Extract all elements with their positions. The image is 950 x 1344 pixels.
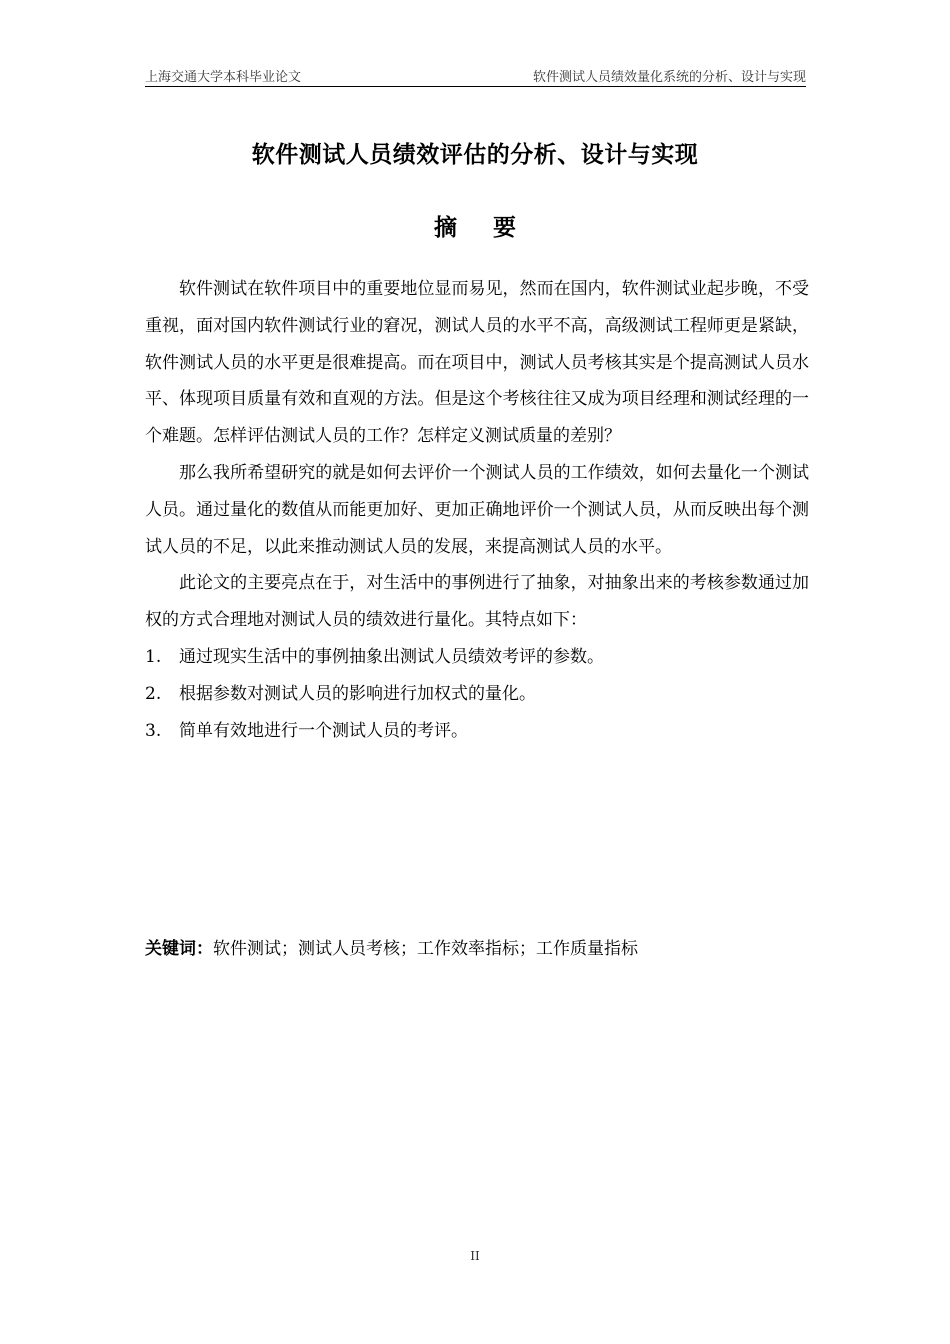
- abstract-body: [145, 271, 809, 749]
- abstract-heading-char-2: 要: [493, 215, 516, 241]
- abstract-paragraph-3: 此论文的主要亮点在于，对生活中的事例进行了抽象，对抽象出来的考核参数通过加权的方式合理地对测试人员的绩效进行量化。其特点如下：: [145, 573, 809, 631]
- list-item-number: 1.: [145, 646, 162, 667]
- abstract-paragraph-1: 软件测试在软件项目中的重要地位显而易见，然而在国内，软件测试业起步晚，不受重视，面对国内软件测试行业的窘况，测试人员的水平不高，高级测试工程师更是紧缺，软件测试人员的水平更是很难提高。而在项目中，测试人员考核其实是个提高测试人员水平、体现项目质量有效和直观的方法。但是这个考核往往又成为项目经理和测试经理的一个难题。怎样评估测试人员的工作？怎样定义测试质量的差别？: [145, 279, 809, 447]
- keywords-label: 关键词：: [145, 939, 213, 959]
- header-university: 上海交通大学本科毕业论文: [145, 70, 302, 85]
- abstract-paragraph-2: 那么我所希望研究的就是如何去评价一个测试人员的工作绩效，如何去量化一个测试人员。通过量化的数值从而能更加好、更加正确地评价一个测试人员，从而反映出每个测试人员的不足，以此来推动测试人员的发展，来提高测试人员的水平。: [145, 462, 809, 557]
- keywords: [145, 933, 638, 965]
- abstract-heading: [0, 209, 950, 242]
- list-item-text: 根据参数对测试人员的影响进行加权式的量化。: [179, 683, 536, 704]
- list-item-number: 2.: [145, 683, 162, 704]
- page-number: II: [470, 1249, 480, 1263]
- page-header: [145, 66, 806, 87]
- header-thesis-title: 软件测试人员绩效量化系统的分析、设计与实现: [532, 70, 806, 85]
- list-item: [145, 639, 809, 676]
- keywords-text: 软件测试；测试人员考核；工作效率指标；工作质量指标: [213, 939, 638, 959]
- list-item-number: 3.: [145, 720, 162, 741]
- list-item: [145, 713, 809, 750]
- list-item-text: 简单有效地进行一个测试人员的考评。: [179, 720, 468, 741]
- list-item: [145, 676, 809, 713]
- feature-list: [145, 639, 809, 749]
- list-item-text: 通过现实生活中的事例抽象出测试人员绩效考评的参数。: [179, 646, 604, 667]
- abstract-heading-char-1: 摘: [434, 215, 457, 241]
- thesis-title: 软件测试人员绩效评估的分析、设计与实现: [251, 142, 699, 168]
